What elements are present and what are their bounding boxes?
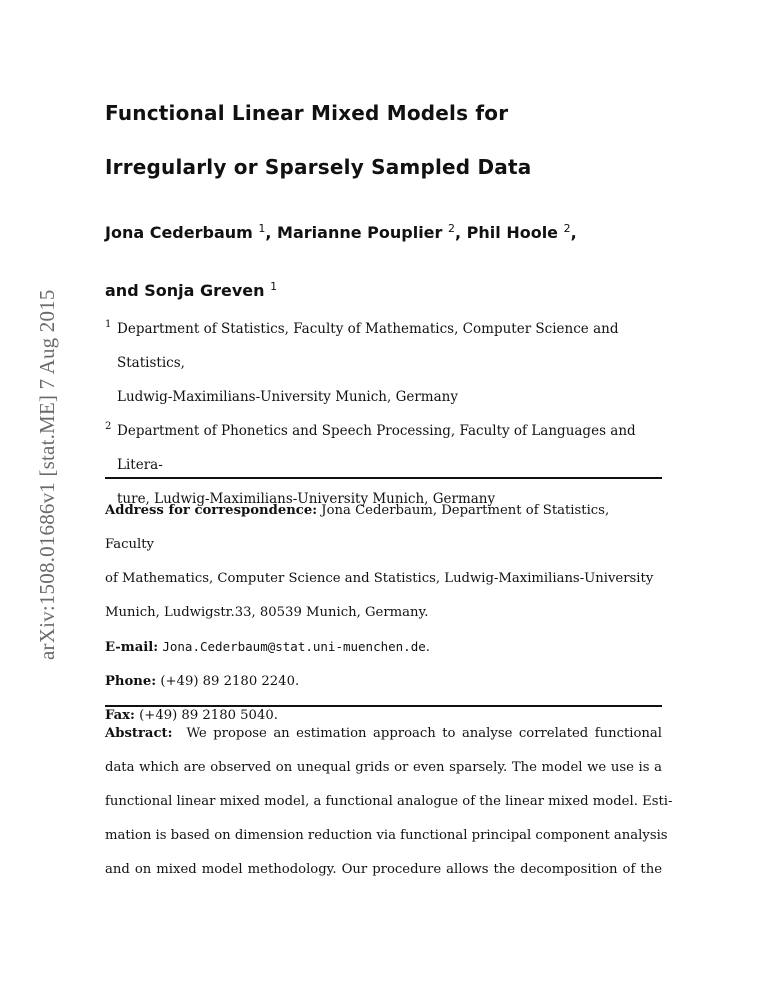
title-line-2: Irregularly or Sparsely Sampled Data bbox=[105, 155, 532, 179]
author-affiliation-mark: 2 bbox=[448, 222, 455, 235]
fax-number: (+49) 89 2180 5040. bbox=[139, 708, 278, 723]
affiliation-item bbox=[105, 312, 665, 414]
affiliation-line: Ludwig-Maximilians-University Munich, Germany bbox=[117, 389, 458, 405]
abstract-line: data which are observed on unequal grids or even sparsely. The model we use is a bbox=[105, 760, 662, 775]
affiliations bbox=[105, 312, 665, 516]
email-label: E-mail: bbox=[105, 640, 159, 655]
abstract-line: mation is based on dimension reduction via functional principal component analysis bbox=[105, 828, 668, 843]
email-address[interactable]: Jona.Cederbaum@stat.uni-muenchen.de bbox=[162, 639, 426, 654]
arxiv-identifier-stamp: arXiv:1508.01686v1 [stat.ME] 7 Aug 2015 bbox=[35, 289, 59, 660]
author-name: Phil Hoole bbox=[466, 223, 559, 242]
abstract-label: Abstract: bbox=[105, 726, 173, 741]
abstract-line bbox=[105, 717, 662, 751]
abstract-line: functional linear mixed model, a functional analogue of the linear mixed model. Esti- bbox=[105, 794, 673, 809]
title-line-1: Functional Linear Mixed Models for bbox=[105, 101, 509, 125]
affiliation-line: ture, Ludwig-Maximilians-University Munich, Germany bbox=[117, 491, 496, 507]
author-name: Jona Cederbaum bbox=[105, 223, 253, 242]
author-name: Sonja Greven bbox=[144, 281, 265, 300]
author-affiliation-mark: 1 bbox=[270, 280, 278, 293]
abstract-text: We propose an estimation approach to analyse correlated functional bbox=[186, 726, 662, 741]
author-affiliation-mark: 1 bbox=[258, 222, 266, 235]
address-text: Jona Cederbaum, Department of Statistics, Faculty bbox=[105, 503, 610, 552]
abstract-line: and on mixed model methodology. Our procedure allows the decomposition of the bbox=[105, 862, 662, 877]
phone-number: (+49) 89 2180 2240. bbox=[160, 674, 300, 689]
author-list bbox=[105, 202, 705, 318]
address-label: Address for correspondence: bbox=[105, 503, 318, 518]
phone-label: Phone: bbox=[105, 674, 157, 689]
divider bbox=[105, 705, 662, 707]
email-row: E-mail: Jona.Cederbaum@stat.uni-muenchen.de. bbox=[105, 639, 430, 655]
author-line-2 bbox=[105, 260, 705, 318]
abstract bbox=[105, 717, 673, 887]
affiliation-number: 1 bbox=[105, 319, 112, 330]
author-line-1: Jona Cederbaum $^1$, Marianne Pouplier $^2$, Phil Hoole $^2$, bbox=[105, 222, 577, 242]
affiliation-number: 2 bbox=[105, 421, 112, 432]
address-row bbox=[105, 494, 662, 562]
address-text: Munich, Ludwigstr.33, 80539 Munich, Germany. bbox=[105, 605, 429, 620]
affiliation-line: Department of Phonetics and Speech Processing, Faculty of Languages and Litera- bbox=[117, 423, 636, 473]
correspondence-block bbox=[105, 494, 662, 733]
author-name: Marianne Pouplier bbox=[277, 223, 443, 242]
divider bbox=[105, 477, 662, 479]
paper-title bbox=[105, 86, 705, 194]
phone-row bbox=[105, 665, 662, 699]
affiliation-line: Department of Statistics, Faculty of Mathematics, Computer Science and Statistics, bbox=[117, 321, 619, 371]
author-affiliation-mark: 2 bbox=[563, 222, 571, 235]
fax-label: Fax: bbox=[105, 708, 135, 723]
address-text: of Mathematics, Computer Science and Statistics, Ludwig-Maximilians-University bbox=[105, 571, 654, 586]
author-conjunction: and bbox=[105, 281, 139, 300]
